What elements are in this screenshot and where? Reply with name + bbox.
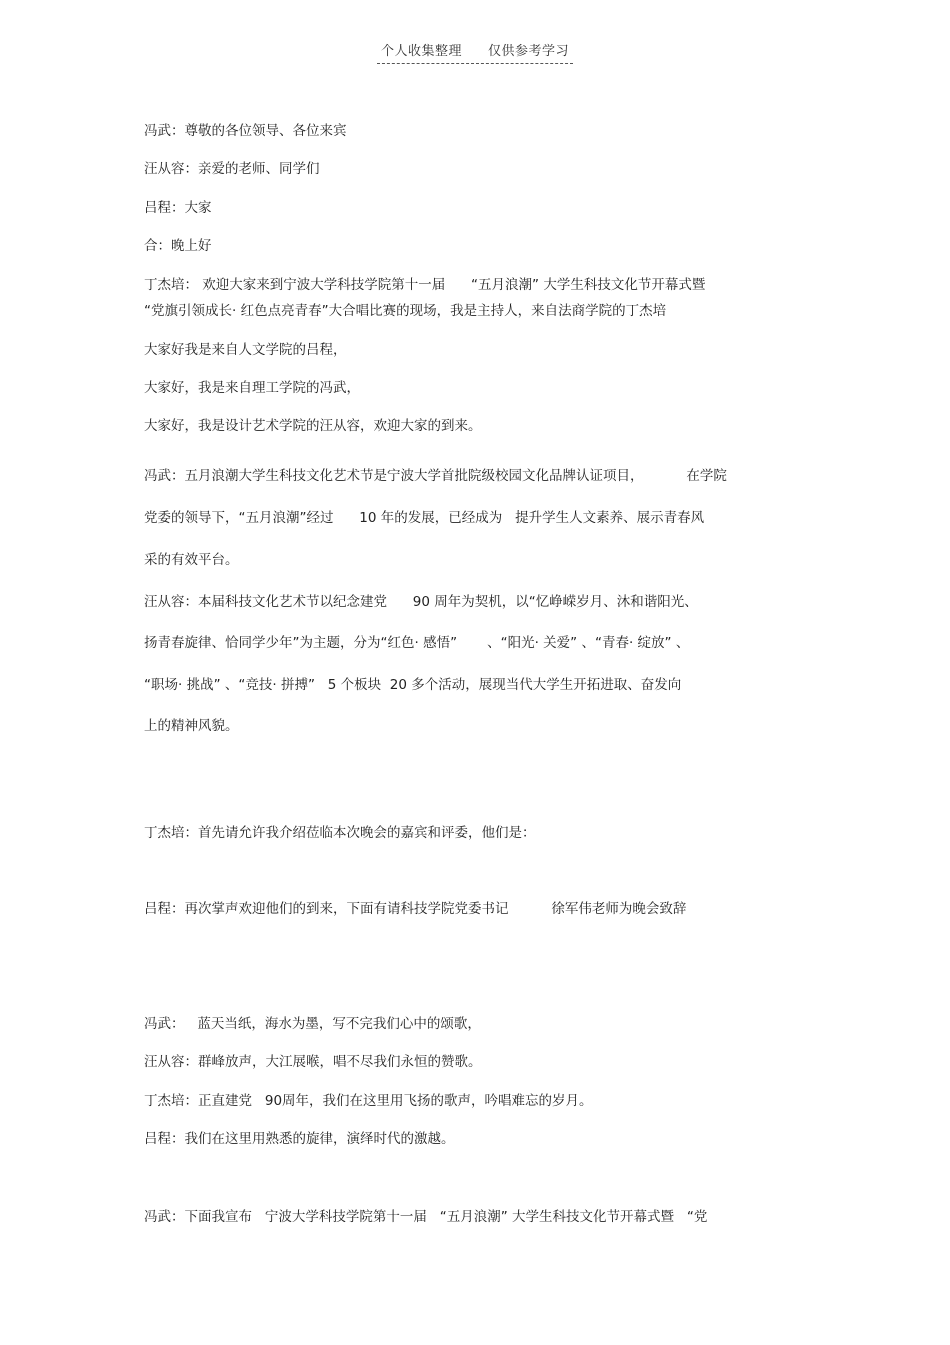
page-header — [0, 40, 950, 64]
text-line: 丁杰培：首先请允许我介绍莅临本次晚会的嘉宾和评委，他们是： — [144, 825, 536, 841]
text-line: 大家好我是来自人文学院的吕程， — [144, 342, 347, 358]
text-line: 党委的领导下，“五月浪潮”经过 10 年的发展，已经成为 提升学生人文素养、展示青春风 — [144, 510, 705, 526]
text-line: 丁杰培： 欢迎大家来到宁波大学科技学院第十一届 “五月浪潮” 大学生科技文化节开幕式暨 — [144, 277, 706, 293]
text-line: 合：晚上好 — [144, 238, 212, 254]
text-line: 上的精神风貌。 — [144, 718, 239, 734]
header-left-text: 个人收集整理 — [380, 44, 462, 59]
text-line: 吕程：大家 — [144, 200, 212, 216]
header-banner — [377, 40, 573, 64]
text-line: 扬青春旋律、恰同学少年”为主题，分为“红色· 感悟” 、“阳光· 关爱” 、“青春· 绽放” 、 — [144, 635, 690, 651]
text-line: 冯武：五月浪潮大学生科技文化艺术节是宁波大学首批院级校园文化品牌认证项目， 在学院 — [144, 468, 727, 484]
text-line: 丁杰培：正直建党 90周年，我们在这里用飞扬的歌声，吟唱难忘的岁月。 — [144, 1093, 593, 1109]
text-line: 采的有效平台。 — [144, 552, 239, 568]
text-line: 冯武：尊敬的各位领导、各位来宾 — [144, 123, 347, 139]
text-line: 冯武： 蓝天当纸，海水为墨，写不完我们心中的颂歌， — [144, 1016, 481, 1032]
text-line: 冯武：下面我宣布 宁波大学科技学院第十一届 “五月浪潮” 大学生科技文化节开幕式暨 “党 — [144, 1209, 708, 1225]
text-line: 吕程：我们在这里用熟悉的旋律，演绎时代的激越。 — [144, 1131, 455, 1147]
text-line: “职场· 挑战” 、“竞技· 拼搏” 5 个板块 20 多个活动，展现当代大学生开拓进取、奋发向 — [144, 677, 682, 693]
text-line: 大家好，我是来自理工学院的冯武， — [144, 380, 360, 396]
text-line: 吕程：再次掌声欢迎他们的到来，下面有请科技学院党委书记 徐军伟老师为晚会致辞 — [144, 901, 687, 917]
text-line: 汪从容：群峰放声，大江展喉，唱不尽我们永恒的赞歌。 — [144, 1054, 482, 1070]
text-line: 大家好，我是设计艺术学院的汪从容，欢迎大家的到来。 — [144, 418, 482, 434]
text-line: 汪从容：本届科技文化艺术节以纪念建党 90 周年为契机，以“忆峥嵘岁月、沐和谐阳光、 — [144, 594, 698, 610]
header-right-text: 仅供参考学习 — [488, 44, 570, 59]
text-line: 汪从容：亲爱的老师、同学们 — [144, 161, 320, 177]
text-line: “党旗引领成长· 红色点亮青春”大合唱比赛的现场，我是主持人，来自法商学院的丁杰培 — [144, 303, 667, 319]
